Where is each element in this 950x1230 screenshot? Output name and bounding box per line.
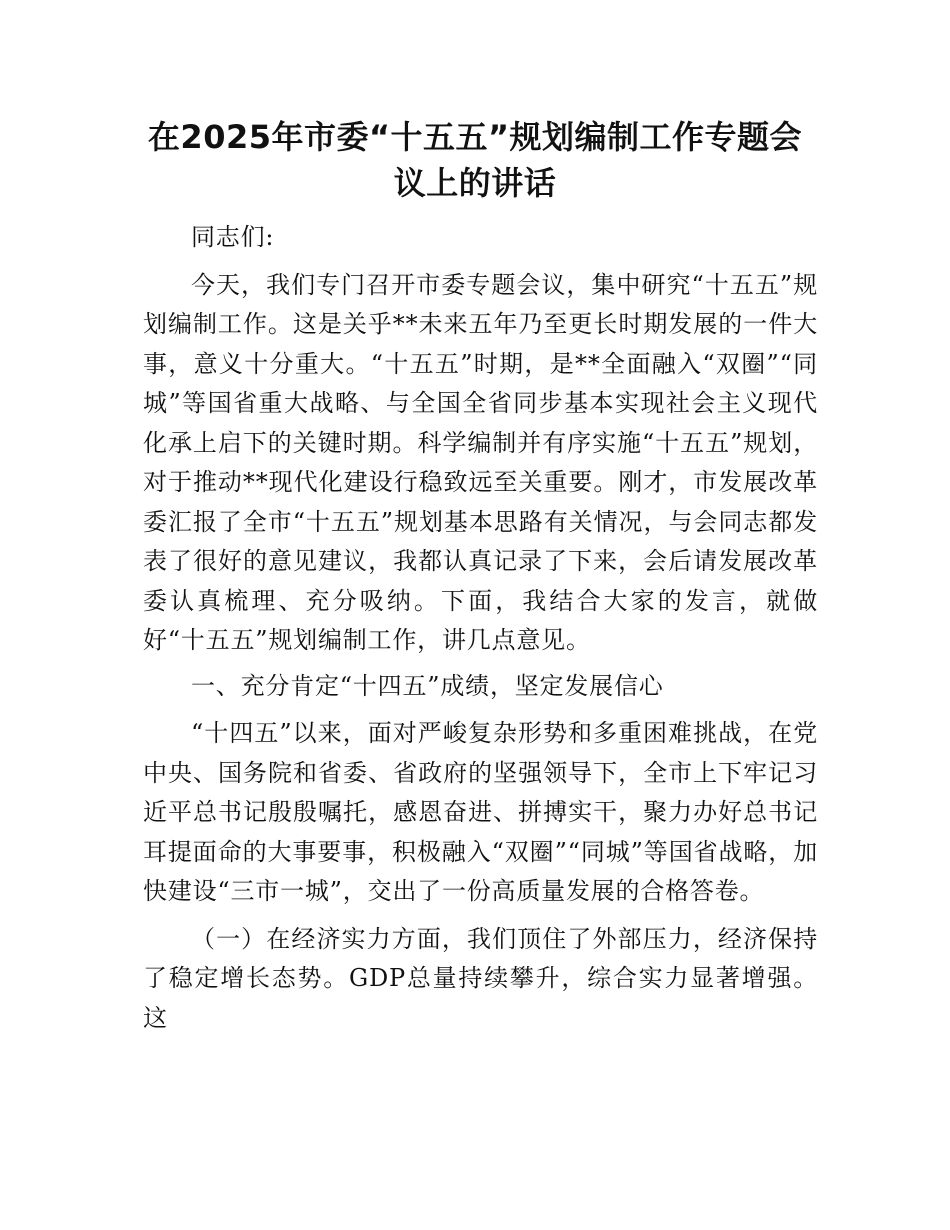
document-title: 在2025年市委“十五五”规划编制工作专题会议上的讲话	[147, 118, 803, 202]
salutation: 同志们:	[191, 223, 275, 251]
document-body	[143, 218, 818, 1038]
section-heading-1: 一、充分肯定“十四五”成绩，坚定发展信心	[191, 671, 664, 700]
section-1-paragraph: “十四五”以来，面对严峻复杂形势和多重困难挑战，在党中央、国务院和省委、省政府的坚强领导下，全市上下牢记习近平总书记殷殷嘱托，感恩奋进、拼搏实干，聚力办好总书记耳提面命的大事要事，积极融入“双圈”“同城”等国省战略，加快建设“三市一城”，交出了一份高质量发展的合格答卷。	[143, 719, 818, 905]
intro-paragraph: 今天，我们专门召开市委专题会议，集中研究“十五五”规划编制工作。这是关乎**未来五年乃至更长时期发展的一件大事，意义十分重大。“十五五”时期，是**全面融入“双圈”“同城”等国省重大战略、与全国全省同步基本实现社会主义现代化承上启下的关键时期。科学编制并有序实施“十五五”规划，对于推动**现代化建设行稳致远至关重要。刚才，市发展改革委汇报了全市“十五五”规划基本思路有关情况，与会同志都发表了很好的意见建议，我都认真记录了下来，会后请发展改革委认真梳理、充分吸纳。下面，我结合大家的发言，就做好“十五五”规划编制工作，讲几点意见。	[143, 270, 818, 654]
subsection-1-paragraph: （一）在经济实力方面，我们顶住了外部压力，经济保持了稳定增长态势。GDP总量持续攀升，综合实力显著增强。这	[143, 924, 818, 1032]
